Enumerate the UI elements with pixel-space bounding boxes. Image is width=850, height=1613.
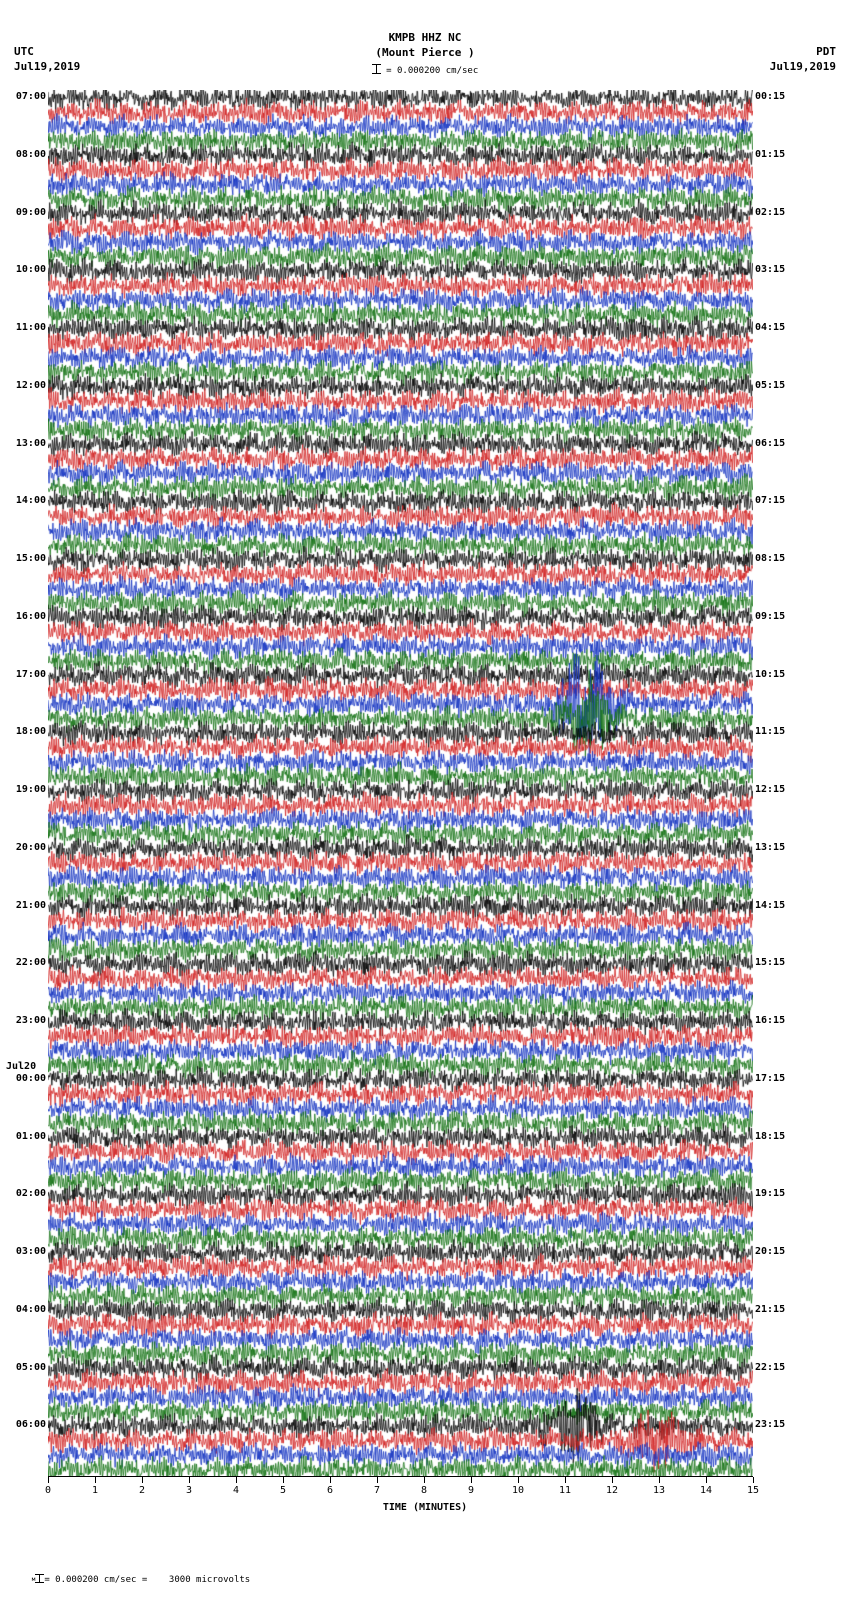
hour-label-pdt: 14:15 (755, 900, 786, 911)
hour-label-utc: 02:00 (15, 1188, 46, 1199)
hour-label-utc: 23:00 (15, 1015, 46, 1026)
hour-label-pdt: 06:15 (755, 438, 786, 449)
left-date-label: Jul19,2019 (14, 60, 81, 73)
right-date-label: Jul19,2019 (769, 60, 836, 73)
x-axis-tick (659, 1477, 660, 1483)
hour-label-pdt: 21:15 (755, 1304, 786, 1315)
x-axis-tick-label: 13 (652, 1485, 666, 1496)
hour-label-pdt: 22:15 (755, 1362, 786, 1373)
hour-label-utc: 10:00 (15, 264, 46, 275)
x-axis-tick (189, 1477, 190, 1483)
hour-label-pdt: 07:15 (755, 495, 786, 506)
hour-label-utc: 01:00 (15, 1131, 46, 1142)
hour-label-utc: 15:00 (15, 553, 46, 564)
hour-label-pdt: 00:15 (755, 91, 786, 102)
hour-label-pdt: 17:15 (755, 1073, 786, 1084)
x-axis-tick-label: 10 (511, 1485, 525, 1496)
hour-label-pdt: 11:15 (755, 726, 786, 737)
hour-label-utc: 19:00 (15, 784, 46, 795)
right-timezone-label: PDT (816, 45, 836, 58)
hour-label-utc: 18:00 (15, 726, 46, 737)
x-axis-tick (471, 1477, 472, 1483)
x-axis-tick-label: 14 (699, 1485, 713, 1496)
hour-label-pdt: 01:15 (755, 149, 786, 160)
x-axis-tick (330, 1477, 331, 1483)
hour-label-utc: 00:00 (15, 1073, 46, 1084)
hour-label-pdt: 15:15 (755, 957, 786, 968)
seismogram-plot[interactable] (48, 90, 753, 1476)
hour-label-utc: 09:00 (15, 207, 46, 218)
scale-legend-text: = 0.000200 cm/sec (386, 66, 479, 76)
footer-prefix: м (31, 1576, 36, 1583)
hour-label-pdt: 19:15 (755, 1188, 786, 1199)
hour-label-utc: 17:00 (15, 669, 46, 680)
x-axis-tick-label: 4 (232, 1485, 240, 1496)
hour-label-utc: 14:00 (15, 495, 46, 506)
x-axis (44, 1476, 760, 1496)
footer-scale-text: = 0.000200 cm/sec = 3000 microvolts (44, 1575, 251, 1585)
hour-label-pdt: 08:15 (755, 553, 786, 564)
hour-label-utc: 13:00 (15, 438, 46, 449)
x-axis-tick-label: 15 (746, 1485, 760, 1496)
hour-label-utc: 08:00 (15, 149, 46, 160)
x-axis-tick-label: 7 (373, 1485, 381, 1496)
x-axis-tick (612, 1477, 613, 1483)
x-axis-tick-label: 0 (44, 1485, 52, 1496)
hour-label-utc: 16:00 (15, 611, 46, 622)
hour-label-utc: 20:00 (15, 842, 46, 853)
station-title: KMPB HHZ NC (388, 31, 462, 44)
x-axis-tick (753, 1477, 754, 1483)
trace-canvas (48, 90, 753, 1476)
hour-label-utc: 11:00 (15, 322, 46, 333)
footer-scale-bar-icon (35, 1574, 44, 1583)
x-axis-tick (518, 1477, 519, 1483)
hour-label-pdt: 16:15 (755, 1015, 786, 1026)
left-timezone-label: UTC (14, 45, 34, 58)
hour-label-pdt: 05:15 (755, 380, 786, 391)
hour-label-pdt: 20:15 (755, 1246, 786, 1257)
hour-label-pdt: 23:15 (755, 1419, 786, 1430)
hour-label-utc: 04:00 (15, 1304, 46, 1315)
x-axis-tick (377, 1477, 378, 1483)
x-axis-tick (48, 1477, 49, 1483)
hour-label-pdt: 18:15 (755, 1131, 786, 1142)
right-timezone-block (770, 44, 836, 74)
x-axis-tick-label: 8 (420, 1485, 428, 1496)
x-axis-tick-label: 6 (326, 1485, 334, 1496)
x-axis-tick (236, 1477, 237, 1483)
footer-scale-note (10, 1562, 250, 1598)
hour-label-pdt: 12:15 (755, 784, 786, 795)
x-axis-tick-label: 1 (91, 1485, 99, 1496)
hour-label-pdt: 04:15 (755, 322, 786, 333)
left-timezone-block (14, 44, 80, 74)
hour-label-utc: 05:00 (15, 1362, 46, 1373)
x-axis-tick (565, 1477, 566, 1483)
x-axis-tick-label: 9 (467, 1485, 475, 1496)
hour-label-pdt: 10:15 (755, 669, 786, 680)
x-axis-tick-label: 12 (605, 1485, 619, 1496)
x-axis-tick (424, 1477, 425, 1483)
hour-label-utc: 06:00 (15, 1419, 46, 1430)
hour-label-pdt: 03:15 (755, 264, 786, 275)
x-axis-tick (142, 1477, 143, 1483)
scale-bar-icon (372, 64, 381, 74)
chart-title-block (0, 30, 850, 60)
hour-label-utc: 12:00 (15, 380, 46, 391)
x-axis-tick-label: 3 (185, 1485, 193, 1496)
hour-label-pdt: 02:15 (755, 207, 786, 218)
scale-legend (0, 64, 850, 77)
hour-label-utc: 07:00 (15, 91, 46, 102)
hour-label-utc: 21:00 (15, 900, 46, 911)
hour-label-utc: 22:00 (15, 957, 46, 968)
x-axis-tick-label: 5 (279, 1485, 287, 1496)
x-axis-tick (706, 1477, 707, 1483)
station-subtitle: (Mount Pierce ) (375, 46, 475, 59)
x-axis-tick (95, 1477, 96, 1483)
x-axis-tick (283, 1477, 284, 1483)
hour-label-pdt: 09:15 (755, 611, 786, 622)
x-axis-title: TIME (MINUTES) (382, 1502, 468, 1513)
day-change-label: Jul20 (6, 1061, 37, 1072)
x-axis-tick-label: 2 (138, 1485, 146, 1496)
hour-label-pdt: 13:15 (755, 842, 786, 853)
x-axis-tick-label: 11 (558, 1485, 572, 1496)
hour-label-utc: 03:00 (15, 1246, 46, 1257)
